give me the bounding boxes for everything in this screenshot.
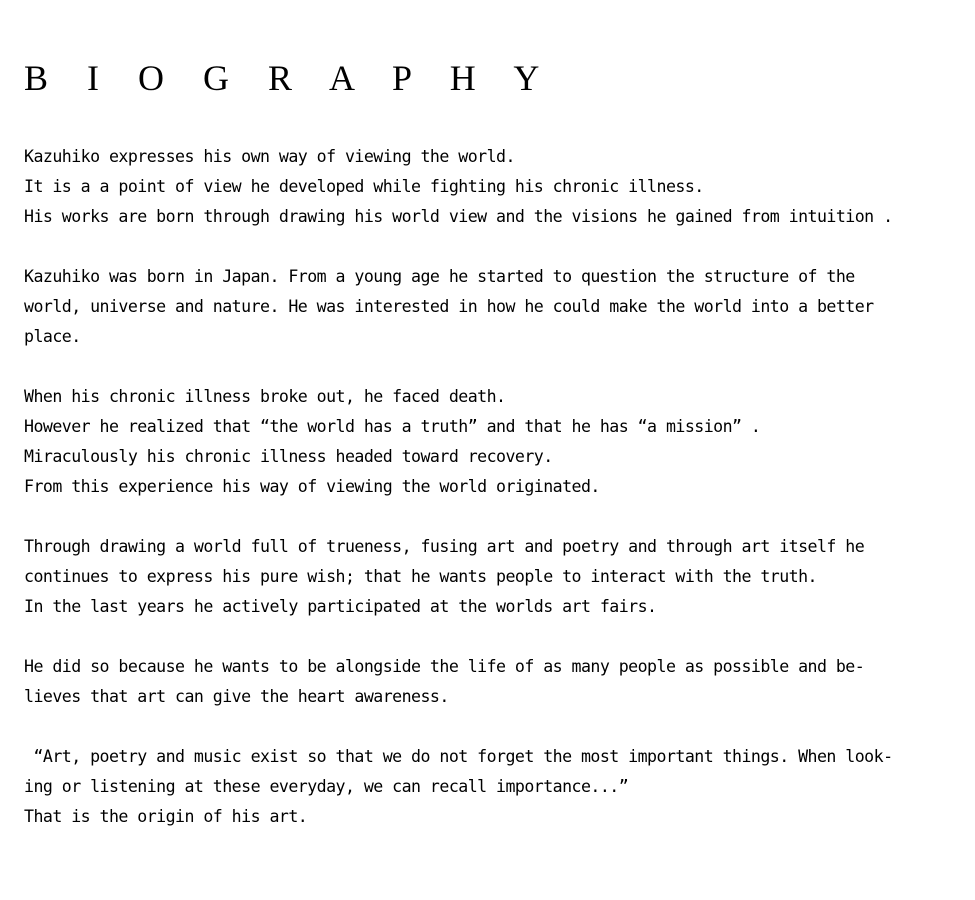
text-line: continues to express his pure wish; that he wants people to interact with the truth. (24, 567, 817, 586)
text-line: In the last years he actively participated at the worlds art fairs. (24, 597, 657, 616)
paragraph-art (24, 532, 964, 622)
paragraph-purpose (24, 652, 964, 712)
paragraph-gap (24, 232, 964, 262)
paragraph-origin (24, 262, 964, 352)
text-line: place. (24, 327, 81, 346)
text-line: ing or listening at these everyday, we can recall importance...” (24, 777, 629, 796)
paragraph-intro (24, 142, 964, 232)
text-line: Through drawing a world full of trueness, fusing art and poetry and through art itself he (24, 537, 865, 556)
biography-text (24, 142, 964, 832)
paragraph-gap (24, 352, 964, 382)
text-line: That is the origin of his art. (24, 807, 308, 826)
text-line: However he realized that “the world has a truth” and that he has “a mission” . (24, 417, 761, 436)
text-line: world, universe and nature. He was interested in how he could make the world into a better (24, 297, 874, 316)
text-line: His works are born through drawing his world view and the visions he gained from intuition . (24, 207, 893, 226)
paragraph-gap (24, 502, 964, 532)
text-line: It is a a point of view he developed while fighting his chronic illness. (24, 177, 704, 196)
text-line: He did so because he wants to be alongside the life of as many people as possible and be- (24, 657, 865, 676)
text-line: Kazuhiko was born in Japan. From a young age he started to question the structure of the (24, 267, 855, 286)
page-title: B I O G R A P H Y (24, 58, 555, 98)
text-line: When his chronic illness broke out, he faced death. (24, 387, 506, 406)
text-line: Miraculously his chronic illness headed toward recovery. (24, 447, 553, 466)
paragraph-gap (24, 712, 964, 742)
paragraph-illness (24, 382, 964, 502)
paragraph-gap (24, 622, 964, 652)
text-line: “Art, poetry and music exist so that we do not forget the most important things. When look- (24, 747, 893, 766)
text-line: From this experience his way of viewing the world originated. (24, 477, 600, 496)
text-line: Kazuhiko expresses his own way of viewing the world. (24, 147, 515, 166)
text-line: lieves that art can give the heart awareness. (24, 687, 449, 706)
paragraph-quote (24, 742, 964, 832)
